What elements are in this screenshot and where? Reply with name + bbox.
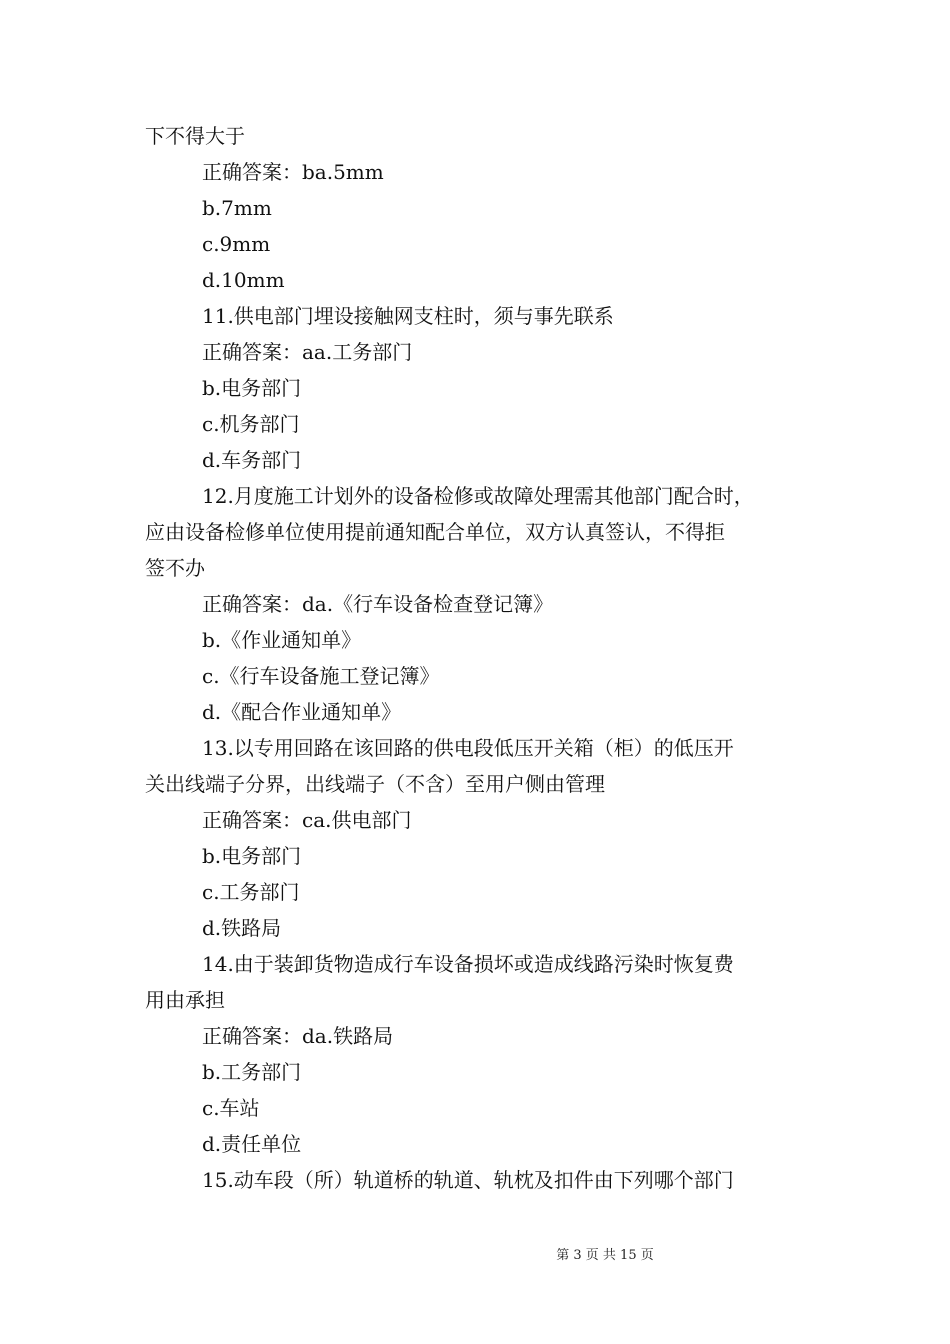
text-line: 关出线端子分界，出线端子（不含）至用户侧由管理	[145, 772, 605, 796]
page-footer	[0, 1248, 950, 1264]
text-line: b.电务部门	[202, 844, 302, 868]
text-line: c.工务部门	[202, 880, 300, 904]
text-line: d.铁路局	[202, 916, 282, 940]
text-line: 正确答案：aa.工务部门	[202, 340, 413, 364]
text-line: c.车站	[202, 1096, 260, 1120]
text-line: 11.供电部门埋设接触网支柱时，须与事先联系	[202, 304, 614, 328]
text-line: d.《配合作业通知单》	[202, 700, 402, 724]
text-line: b.电务部门	[202, 376, 302, 400]
text-line: 签不办	[145, 556, 205, 580]
text-line: 正确答案：ca.供电部门	[202, 808, 412, 832]
text-line: 12.月度施工计划外的设备检修或故障处理需其他部门配合时，	[202, 484, 754, 508]
text-line: d.责任单位	[202, 1132, 302, 1156]
page-number-label: 第 3 页 共 15 页	[556, 1248, 654, 1263]
text-line: c.《行车设备施工登记簿》	[202, 664, 440, 688]
text-line: b.7mm	[202, 196, 272, 220]
text-line: 应由设备检修单位使用提前通知配合单位，双方认真签认，不得拒	[145, 520, 725, 544]
text-line: 13.以专用回路在该回路的供电段低压开关箱（柜）的低压开	[202, 736, 734, 760]
document-body	[145, 118, 810, 1198]
text-line: b.《作业通知单》	[202, 628, 362, 652]
text-line: 正确答案：da.《行车设备检查登记簿》	[202, 592, 554, 616]
text-line: 正确答案：ba.5mm	[202, 160, 384, 184]
text-line: 15.动车段（所）轨道桥的轨道、轨枕及扣件由下列哪个部门	[202, 1168, 734, 1192]
text-line: 正确答案：da.铁路局	[202, 1024, 394, 1048]
text-line: c.9mm	[202, 232, 271, 256]
text-line: c.机务部门	[202, 412, 300, 436]
text-line: 14.由于装卸货物造成行车设备损坏或造成线路污染时恢复费	[202, 952, 734, 976]
text-line: b.工务部门	[202, 1060, 302, 1084]
text-line: d.10mm	[202, 268, 285, 292]
text-line: 下不得大于	[145, 124, 245, 148]
text-line: d.车务部门	[202, 448, 302, 472]
text-line: 用由承担	[145, 988, 225, 1012]
